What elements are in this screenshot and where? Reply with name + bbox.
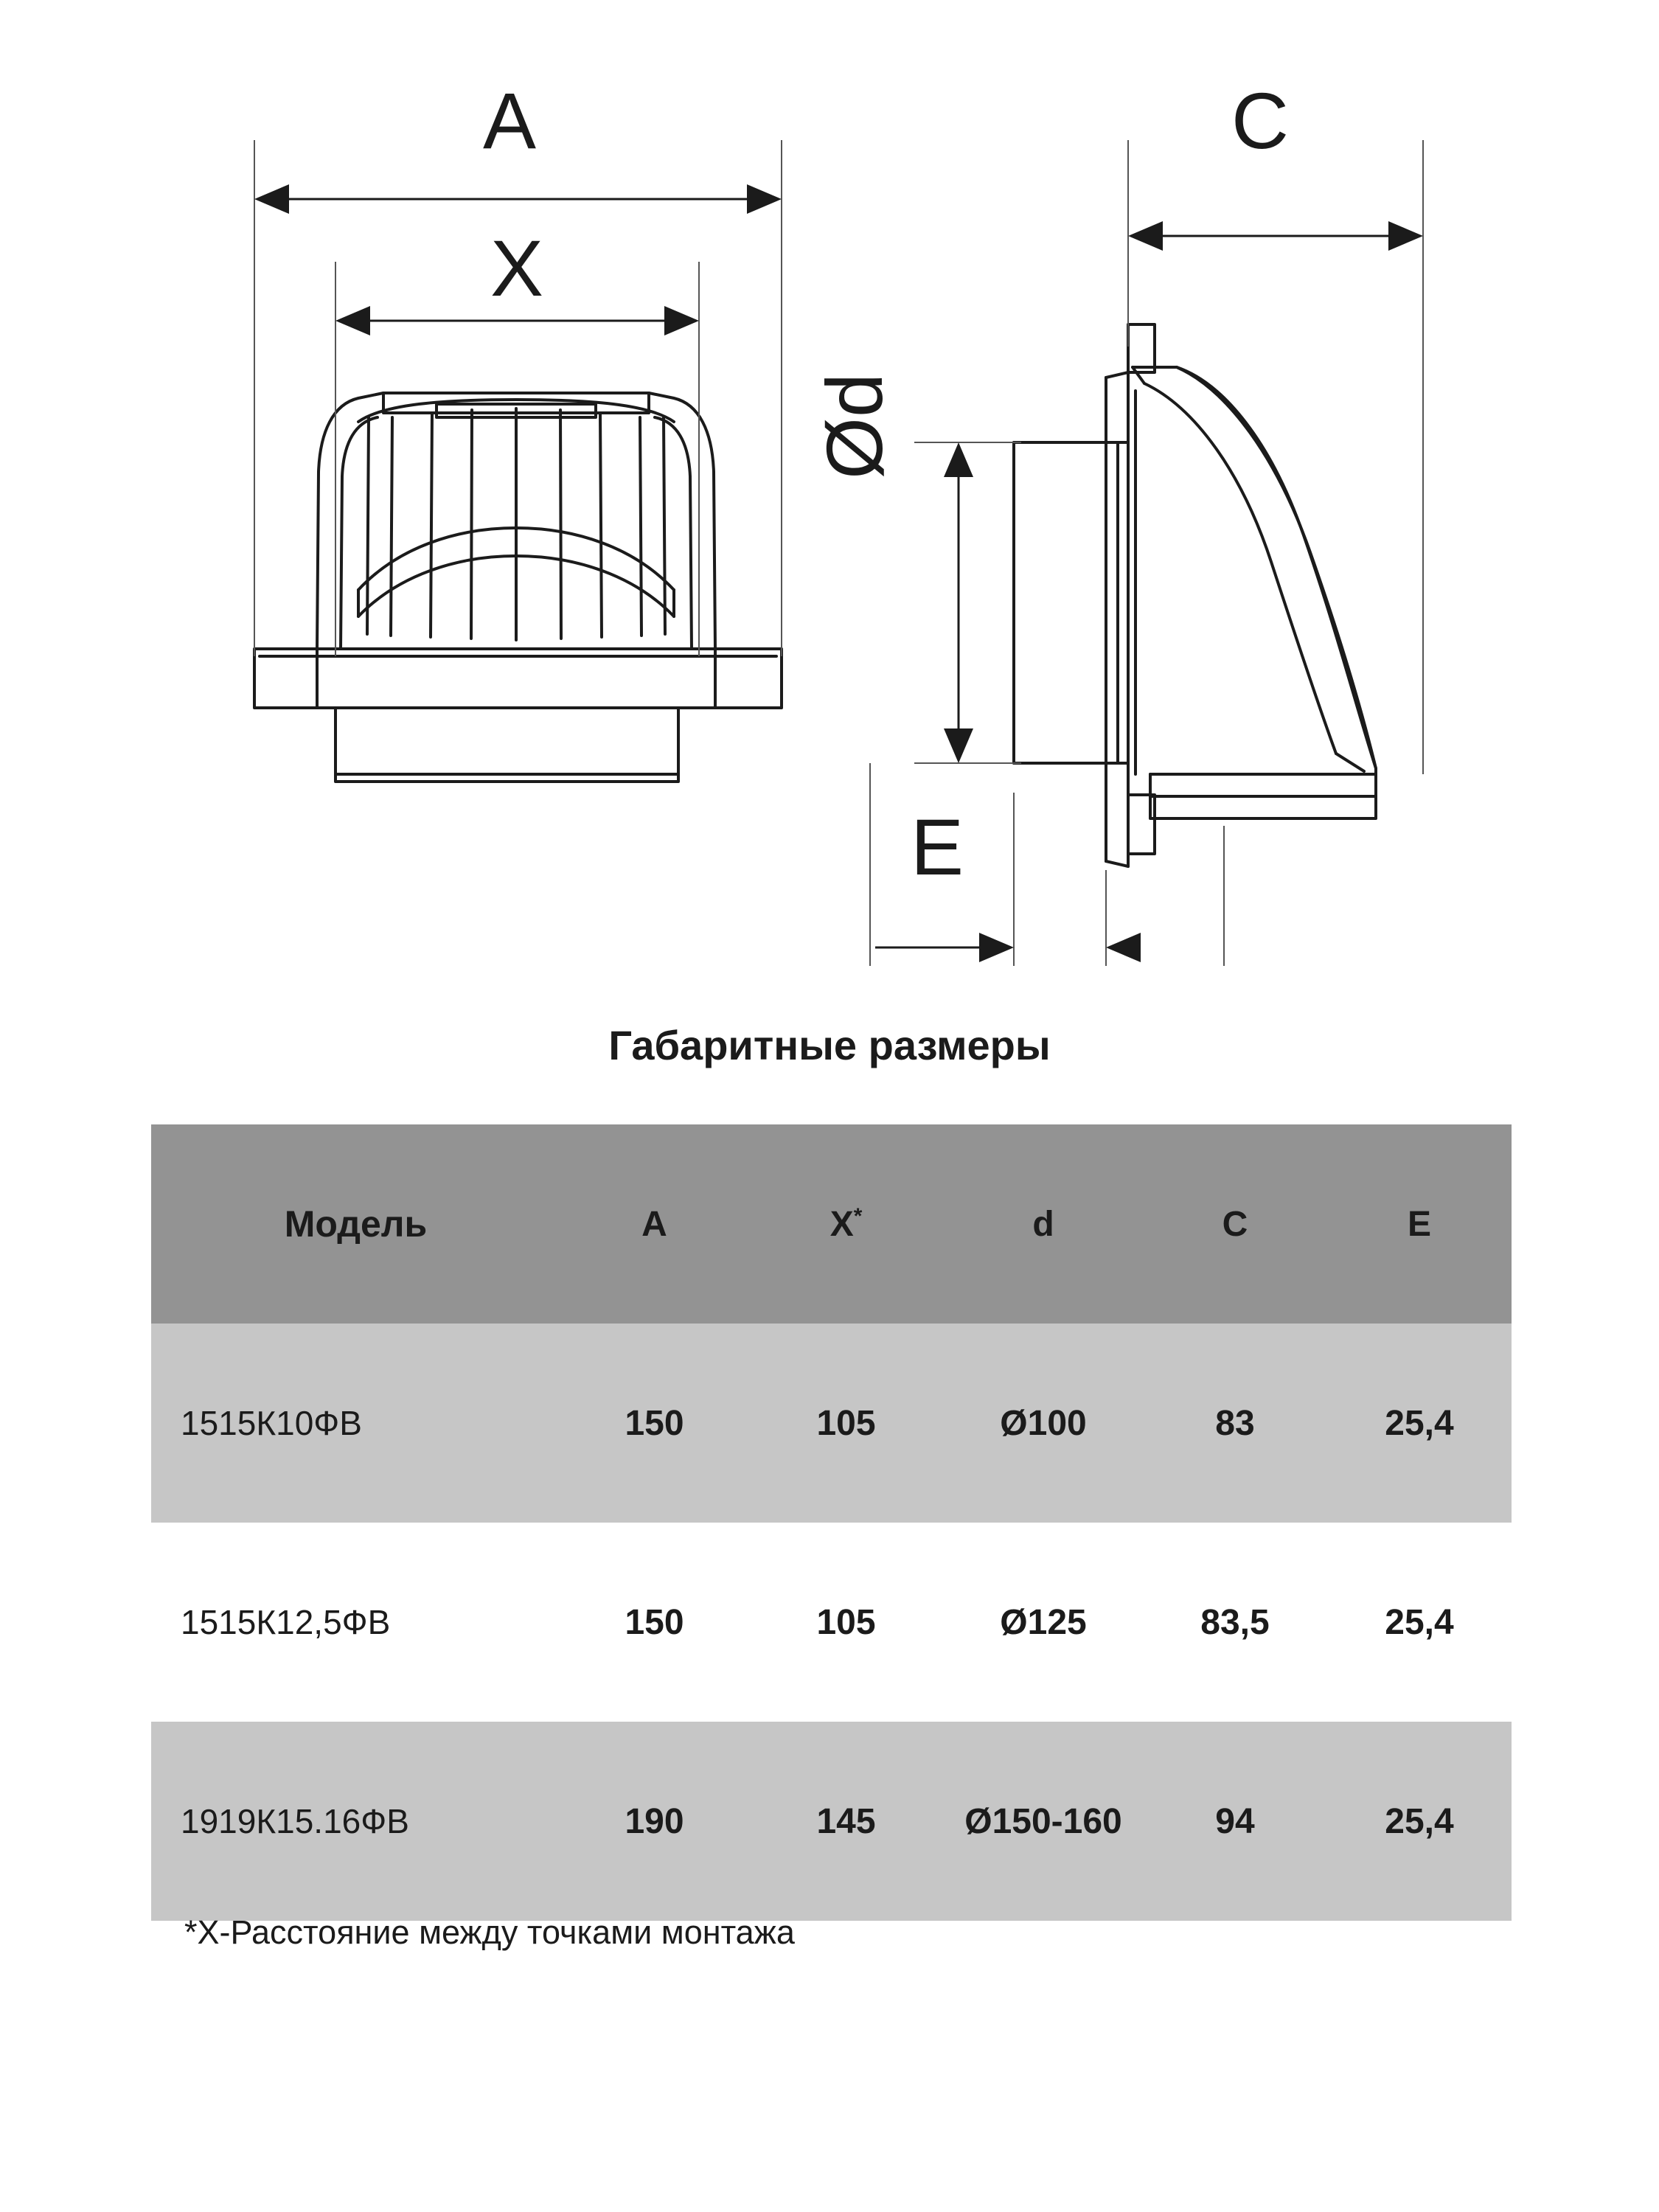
- header-x-text: X: [830, 1204, 854, 1244]
- header-a: A: [560, 1124, 748, 1324]
- table-row: [151, 1324, 1512, 1523]
- cell-model: 1919К15.16ФВ: [181, 1802, 409, 1840]
- side-view-vent-hood: [1014, 324, 1376, 866]
- header-e: E: [1327, 1124, 1512, 1324]
- cell-a: 150: [625, 1403, 684, 1443]
- cell-e: 25,4: [1385, 1602, 1454, 1642]
- cell-e: 25,4: [1385, 1801, 1454, 1841]
- table-footnote: *Х-Расстояние между точками монтажа: [184, 1913, 795, 1951]
- cell-e: 25,4: [1385, 1403, 1454, 1443]
- header-x: [748, 1124, 944, 1324]
- header-model: Модель: [151, 1124, 560, 1324]
- table-row: [151, 1523, 1512, 1722]
- cell-d: Ø100: [1000, 1403, 1087, 1443]
- cell-a: 150: [625, 1602, 684, 1642]
- cell-model: 1515К12,5ФВ: [181, 1603, 391, 1641]
- dimension-label-x: X: [490, 223, 544, 313]
- cell-c: 94: [1215, 1801, 1255, 1841]
- header-x-asterisk: *: [853, 1203, 863, 1228]
- dimension-label-a: A: [483, 76, 537, 165]
- table-header-row: [151, 1124, 1512, 1324]
- cell-x: 105: [816, 1403, 876, 1443]
- front-view-vent-grille: [254, 393, 782, 782]
- cell-x: 105: [816, 1602, 876, 1642]
- cell-c: 83,5: [1200, 1602, 1270, 1642]
- cell-x: 145: [816, 1801, 876, 1841]
- cell-d: Ø125: [1000, 1602, 1087, 1642]
- header-c: C: [1143, 1124, 1327, 1324]
- table-title: Габаритные размеры: [608, 1022, 1051, 1068]
- cell-d: Ø150-160: [964, 1801, 1122, 1841]
- dimension-drawings: [0, 0, 1659, 1018]
- dimension-label-e: E: [911, 802, 964, 891]
- table-row: [151, 1722, 1512, 1921]
- cell-a: 190: [625, 1801, 684, 1841]
- dimensions-table: [151, 1124, 1512, 1921]
- cell-model: 1515К10ФВ: [181, 1404, 362, 1442]
- cell-c: 83: [1215, 1403, 1255, 1443]
- dimension-label-diameter-d: Ød: [810, 372, 899, 479]
- dimension-label-c: C: [1231, 76, 1289, 165]
- header-d: d: [944, 1124, 1143, 1324]
